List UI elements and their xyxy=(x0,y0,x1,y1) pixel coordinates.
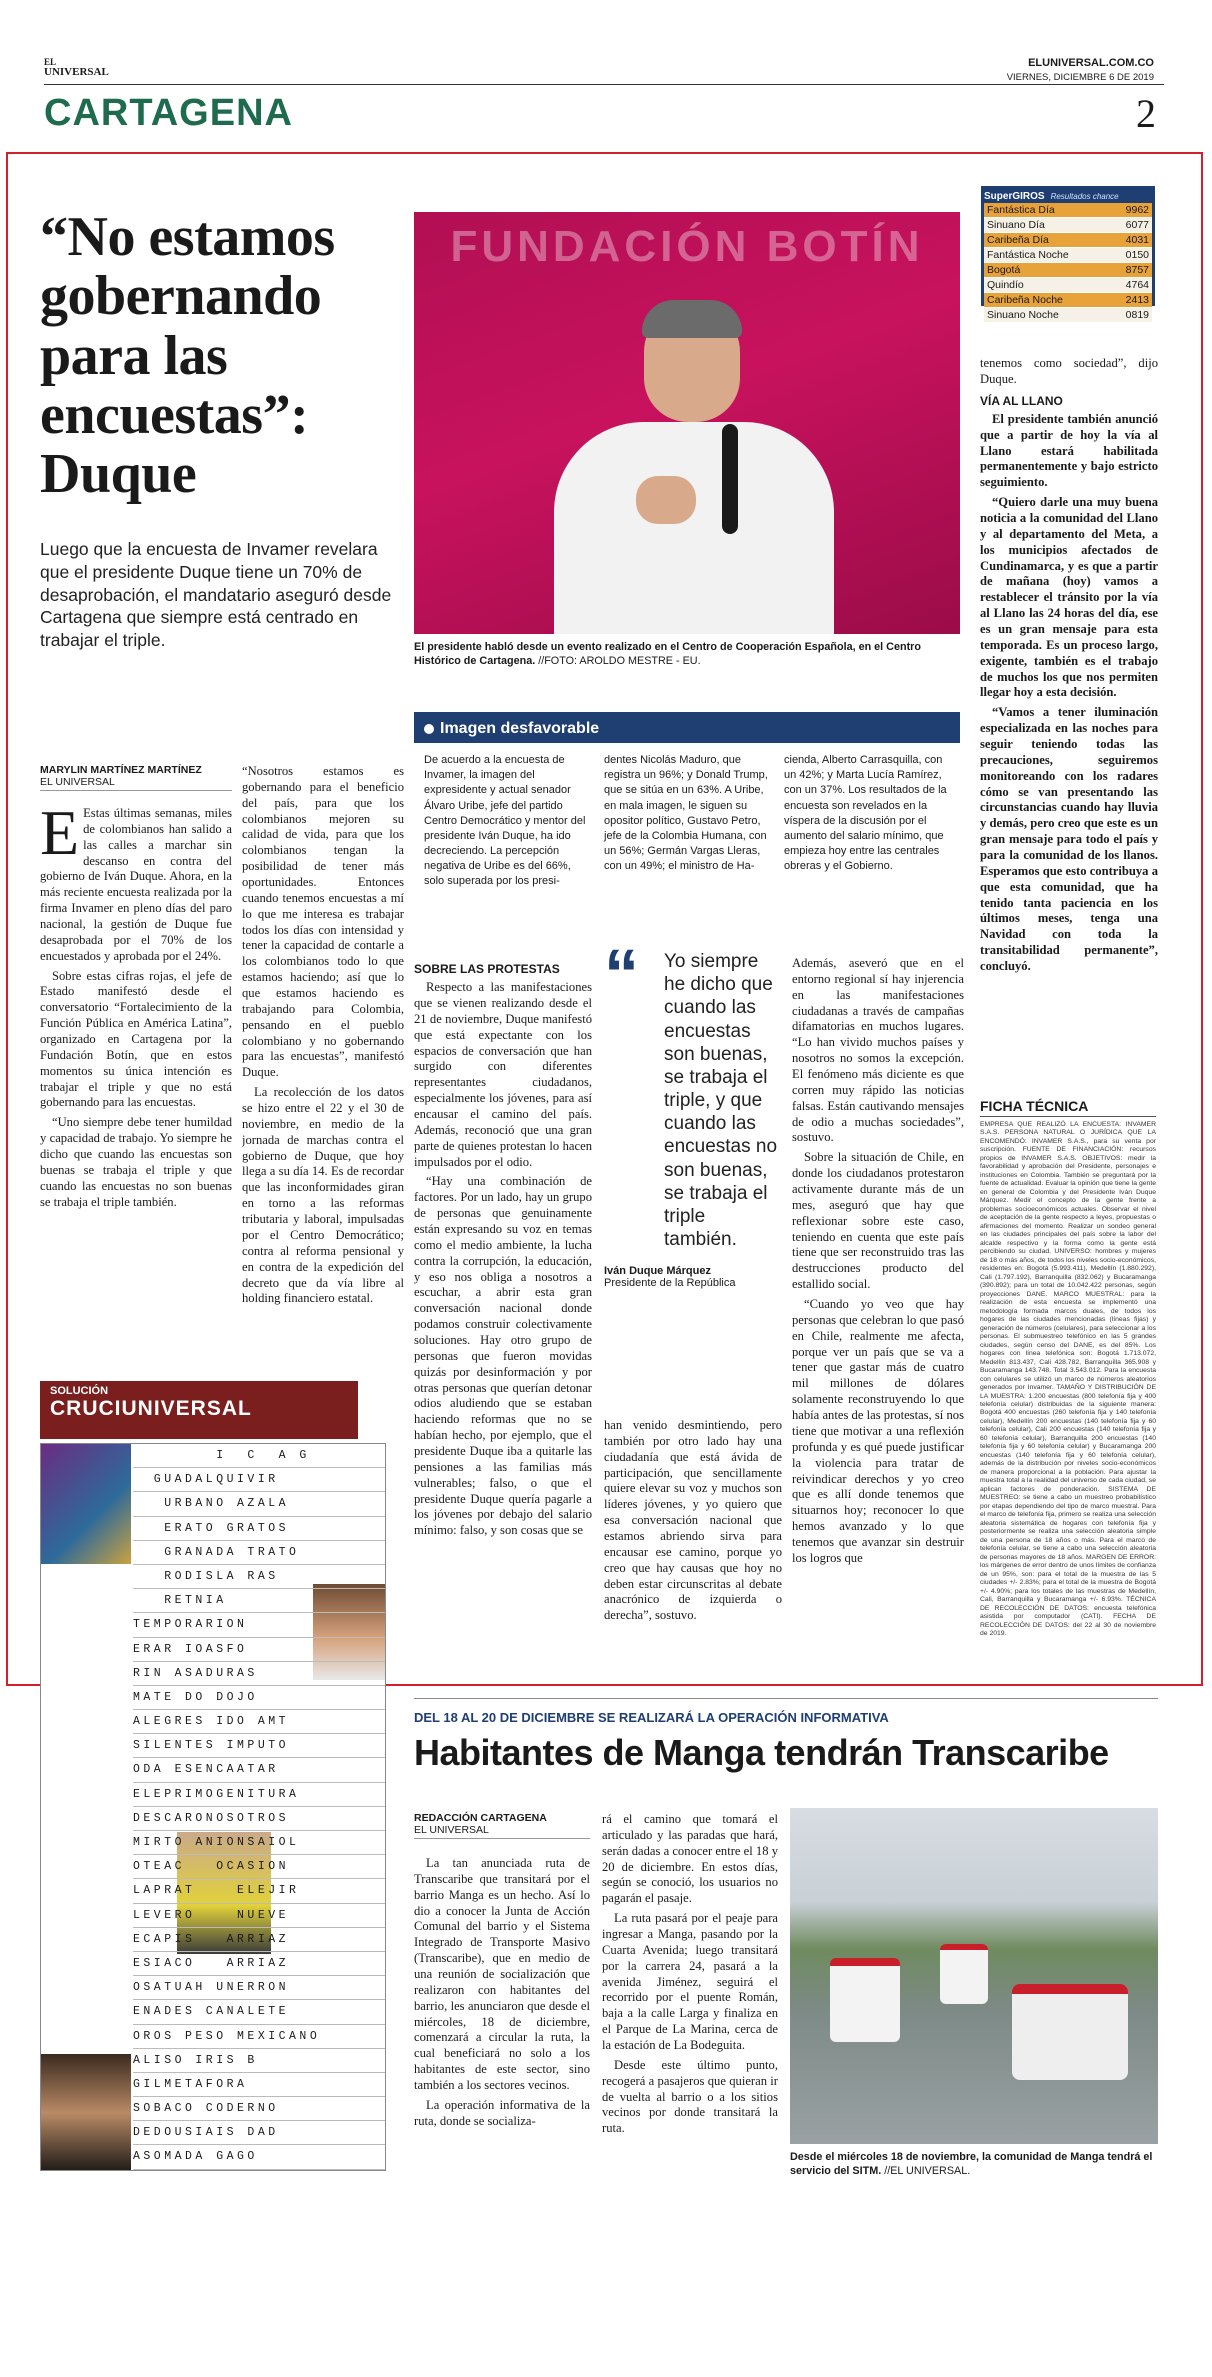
logo-line1: EL xyxy=(44,57,57,67)
crossword-row: RODISLA RAS xyxy=(133,1565,386,1589)
main-col-6 xyxy=(980,356,1158,1082)
newspaper-logo xyxy=(44,58,109,78)
lottery-name: Fantástica Noche xyxy=(984,248,1112,263)
section-title: CARTAGENA xyxy=(44,92,293,134)
main-col-3 xyxy=(414,956,592,1666)
lottery-number: 8757 xyxy=(1112,263,1152,278)
paragraph: Respecto a las manifestaciones que se vienen realizando desde el 21 de noviembre, Duque manifestó que está expectante con los espacios de conversación que han surgido con diferentes representantes ciudadanos, especialmente los jóvenes, para así encausar el camino del país. Además, reconoció que una gran parte de quienes protestan lo hacen impulsados por el odio. xyxy=(414,980,592,1169)
crossword-row: URBANO AZALA xyxy=(133,1492,386,1516)
supergiros-subtitle: Resultados chance xyxy=(1050,191,1119,201)
crossword-row: OTEAC OCASION xyxy=(133,1855,386,1879)
crossword-photo-shakespeare xyxy=(41,2054,131,2171)
paragraph xyxy=(40,806,232,965)
second-byline xyxy=(414,1812,590,1839)
byline-org: EL UNIVERSAL xyxy=(414,1824,489,1836)
crossword-row: GILMETAFORA xyxy=(133,2073,386,2097)
paragraph: El presidente también anunció que a partir de hoy la vía al Llano estará habilitada permanentemente y bajo estricto seguimiento. xyxy=(980,411,1158,490)
caption-text: El presidente habló desde un evento realizado en el Centro de Cooperación Española, en el Centro Histórico de Cartagena. xyxy=(414,641,921,668)
supergiros-box xyxy=(981,186,1155,321)
crossword-grid-area xyxy=(40,1443,386,2171)
paragraph: Desde este último punto, recogerá a pasajeros que quieran ir de vuelta al barrio o a los sitios vecinos por donde transitará la ruta. xyxy=(602,2057,778,2136)
lottery-name: Caribeña Noche xyxy=(984,293,1112,308)
crossword-rows xyxy=(133,1444,386,2170)
main-photo xyxy=(414,212,960,634)
lottery-name: Sinuano Día xyxy=(984,218,1112,233)
main-col-4 xyxy=(604,1418,782,1668)
byline-name: MARYLIN MARTÍNEZ MARTÍNEZ xyxy=(40,764,202,776)
lottery-number: 6077 xyxy=(1112,218,1152,233)
lottery-number: 0819 xyxy=(1112,308,1152,323)
crossword-row: GRANADA TRATO xyxy=(133,1541,386,1565)
crossword-row: ALEGRES IDO AMT xyxy=(133,1710,386,1734)
crossword-row: RIN ASADURAS xyxy=(133,1662,386,1686)
paragraph: Además, aseveró que en el entorno regional sí hay injerencia en las manifestaciones ciudadanas a través de campañas difamatorias en muchos lugares. “Lo han vivido muchos países y nosotros no somos la excepción. El fenómeno más diciente es que corren muy rápido las noticias falsas. Están cautivando mensajes de odio a muchas sociedades”, sostuvo. xyxy=(792,956,964,1145)
photo-backdrop-text: FUNDACIÓN BOTÍN xyxy=(450,222,924,271)
paragraph: La tan anunciada ruta de Transcaribe que transitará por el barrio Manga es un hecho. Así lo dio a conocer la Junta de Acción Comunal del barrio y el Sistema Integrado de Transporte Masivo (Transcaribe), que en medio de una reunión de socialización que realizaron con habitantes del barrio, les anunciaron que desde el miércoles, 18 de diciembre, comenzará a circular la ruta, la cual beneficiará no solo a los habitantes de este sector, sino también a los sectores vecinos. xyxy=(414,1856,590,2093)
paragraph: “Quiero darle una muy buena noticia a la comunidad del Llano y al departamento del Meta, a los municipios afectados de Cundinamarca, y es que a partir de mañana (hoy) vamos a restablecer el tránsito por la vía al Llano las 24 horas del día, ese es un gran mensaje para esta temporada. Es un proceso largo, exigente, también es el trabajo de muchos los que nos permiten llegar hoy a esta decisión. xyxy=(980,495,1158,700)
crossword-row: TEMPORARION xyxy=(133,1613,386,1637)
lottery-number: 4764 xyxy=(1112,278,1152,293)
paragraph: “Hay una combinación de factores. Por un lado, hay un grupo de personas que genuinamente están expresando su voz en temas como el medio ambiente, la lucha contra la corrupción, la educación, y eso nos obliga a nosotros a escuchar, a abrir esta gran conversación nacional donde podamos construir colectivamente soluciones. Hay otro grupo de personas que fueron movidas quizás por desinformación y por otras personas que querían detonar odios aludiendo que se estaban haciendo reformas que no se habían hecho, por ejemplo, que el presidente Duque iba a quitarle las pensiones a las familias más vulnerables; falso, o que el presidente Duque quería pagarle a los jóvenes por debajo del salario mínimo: falso, y son cosas que se xyxy=(414,1174,592,1538)
paragraph: “Cuando yo veo que hay personas que celebran lo que pasó en Chile, realmente me afecta, porque ver un país que se va a tener que gastar más de cuatro mil millones de dólares solamente reconstruyendo lo que había antes de las protestas, sí nos tiene que motivar a una reflexión profunda y es qué puede justificar la violencia para tratar de reivindicar derechos y yo creo que es allí donde tenemos que situarnos hoy; reconocer lo que hemos avanzado y lo que tenemos que avanzar sin destruir los logros que xyxy=(792,1297,964,1565)
table-row xyxy=(984,263,1152,278)
caption-credit: //FOTO: AROLDO MESTRE - EU. xyxy=(535,655,701,668)
second-col-1 xyxy=(414,1856,590,2196)
caption-credit: //EL UNIVERSAL. xyxy=(881,2165,971,2178)
main-headline: “No estamos gobernando para las encuestas”: Duque xyxy=(40,206,335,506)
info-box-header xyxy=(414,715,960,743)
logo-line2: UNIVERSAL xyxy=(44,66,109,78)
crossword-row: ERATO GRATOS xyxy=(133,1517,386,1541)
figure-hand xyxy=(636,476,696,524)
bus-icon xyxy=(830,1958,900,2042)
paragraph: han venido desmintiendo, pero también por otro lado hay una ciudadanía que está ávida de participación, que sencillamente quiere elevar su voz y muchos son líderes jóvenes, y yo quiero que esa conversación nacional que estamos abriendo sirva para encausar ese camino, porque yo creo que hay causas que hoy no deben estar circunscritas al debate anacrónico de izquierda o derecha”, sostuvo. xyxy=(604,1418,782,1623)
lottery-number: 0150 xyxy=(1112,248,1152,263)
bus-icon xyxy=(940,1944,988,2004)
crossword-row: ELEPRIMOGENITURA xyxy=(133,1783,386,1807)
second-kicker: DEL 18 AL 20 DE DICIEMBRE SE REALIZARÁ LA OPERACIÓN INFORMATIVA xyxy=(414,1710,889,1725)
paragraph: Sobre la situación de Chile, en donde los ciudadanos protestaron activamente durante más de un mes, aseguró que hay que reflexionar sobre este caso, teniendo en cuenta que este país tiene que ser reconstruido tras las destrucciones producto del estallido social. xyxy=(792,1150,964,1292)
main-lead: Luego que la encuesta de Invamer revelara que el presidente Duque tiene un 70% de desaprobación, el mandatario aseguró desde Cartagena que siempre está centrado en trabajar el triple. xyxy=(40,539,392,650)
quote-role: Presidente de la República xyxy=(604,1277,736,1290)
lottery-name: Fantástica Día xyxy=(984,203,1112,218)
paragraph: rá el camino que tomará el articulado y las paradas que hará, serán dadas a conocer entre el 18 y 20 de diciembre. En estos días, según se conoció, los usuarios no pagarán el pasaje. xyxy=(602,1812,778,1906)
figure-hair xyxy=(642,300,742,338)
paragraph: La ruta pasará por el peaje para ingresar a Manga, pasando por la Cuarta Avenida; luego transitará por la carrera 24, pasará a la avenida Jiménez, seguirá el recorrido por el puente Román, baja a la calle Larga y finaliza en el Parque de La Marina, cerca de la estación de La Bodeguita. xyxy=(602,1911,778,2053)
table-row xyxy=(984,293,1152,308)
transcaribe-photo xyxy=(790,1808,1158,2144)
crossword-row: ESIACO ARRIAZ xyxy=(133,1952,386,1976)
lottery-number: 2413 xyxy=(1112,293,1152,308)
crossword-photo-cyclists xyxy=(41,1444,131,1564)
crossword-row: GUADALQUIVIR xyxy=(133,1468,386,1492)
crossword-row: SILENTES IMPUTO xyxy=(133,1734,386,1758)
crossword-row: SOBACO CODERNO xyxy=(133,2097,386,2121)
crossword-row: ASOMADA GAGO xyxy=(133,2145,386,2169)
paragraph: “Vamos a tener iluminación especializada en las noches para seguir teniendo todas las precauciones, seguiremos monitoreando con los radares cómo se van presentando las circunstancias cuando hay lluvia y demás, pero creo que este es un gran mensaje para todo el país y para la comunidad de los llanos. Esperamos que esto contribuya a que esta comunidad, que ha tenido tanta paciencia en los últimos meses, tenga una Navidad con toda la transitabilidad permanente”, concluyó. xyxy=(980,705,1158,974)
crossword-row: MIRTO ANIONSAIOL xyxy=(133,1831,386,1855)
info-box-title: Imagen desfavorable xyxy=(440,720,600,737)
crossword-row: LEVERO NUEVE xyxy=(133,1904,386,1928)
crossword-row: LAPRAT ELEJIR xyxy=(133,1879,386,1903)
supergiros-header xyxy=(984,189,1152,203)
byline-name: REDACCIÓN CARTAGENA xyxy=(414,1812,547,1824)
crossword-row: ODA ESENCAATAR xyxy=(133,1758,386,1782)
drop-cap: E xyxy=(40,806,80,868)
pull-quote xyxy=(604,935,782,1290)
table-row xyxy=(984,203,1152,218)
ficha-text: EMPRESA QUE REALIZÓ LA ENCUESTA: INVAMER S.A.S. PERSONA NATURAL O JURÍDICA QUE LA ENCOMENDÓ: INVAMER S.A.S., para su venta por suscripción. FUENTE DE FINANCIACIÓN: recursos propios de INVAMER S.A.S. OBJETIVOS: medir la favorabilidad y aprobación del Presidente, personajes e instituciones en Colombia. También se preguntará por la fuente de actualidad. Evaluar la opinión que tiene la gente en general de Colombia y del Presidente Iván Duque Márquez. Medir el concepto de la gente frente a problemas socioeconómicos actuales. Observar el nivel de aceptación de la gente respecto a leyes, propuestas o afirmaciones del momento. Realizar un sondeo general en las ciudades principales del país sobre la labor del alcalde respectivo y la forma como la gente está percibiendo su ciudad. UNIVERSO: hombres y mujeres de 18 o más años, de todos los niveles socio-económicos, residentes en: Bogotá (5.993.411), Medellín (1.880.292), Cali (1.797.192), Barranquilla (832.062) y Bucaramanga (390.892); para un total de 10.042.422 personas, según proyecciones DANE. MARCO MUESTRAL: para la realización de esta encuesta se implementó una metodología formada marcos duales, de todos los hogares de las ciudades mencionadas (líneas fijas) y generación de números (celulares), para seleccionar a los personas. El submuestreo telefónico en las 5 grandes ciudades, según censo del DANE, es del 85%. Los hogares con línea telefónica son: Bogotá 1.713.072, Medellín 813.437, Cali 428.782, Barranquilla 365.908 y Bucaramanga 143.748. Total 3.543.012. Para la encuesta con celulares se utilizó un marco de números aleatorios generados por Invamer. TAMAÑO Y DISTRIBUCIÓN DE LA MUESTRA: 1.200 encuestas (800 telefonía fija y 400 telefonía celular) distribuidas de la siguiente manera: Bogotá 400 encuestas (260 telefonía fija y 140 telefonía celular), Medellín 200 encuestas (140 telefonía fija y 60 telefonía celular), Cali 200 encuestas (140 telefonía fija y 60 telefonía celular), Barranquilla 200 encuestas (140 telefonía fija y 60 telefonía celular) y Bucaramanga 200 encuestas (140 telefonía fija y 60 telefonía celular), además de la distribución por niveles socio-económicos de manera proporcional a la población. Para ajustar la muestra total a la realidad del universo de cada ciudad, se aplican factores de ponderación. SISTEMA DE MUESTREO: se tiene a cabo un muestreo probabilístico por etapas dependiendo del tipo de marco muestral. Para el marco de telefonía fija, primero se realiza una selección aleatoria sistemática de hogares con telefonía fija y posteriormente se realiza una selección aleatoria simple de una persona de 18 años o más. Para el marco de telefonía celular, se tiene a cabo una selección aleatoria de personas mayores de 18 años. MARGEN DE ERROR: los márgenes de error dentro de unos límites de confianza de un 95%, son: para el total de la muestra de las 5 ciudades +/- 2.83%; para el total de la muestra de Bogotá +/- 4.90%; para los totales de las muestras de Medellín, Cali, Barranquilla y Bucaramanga +/- 6.93%. TÉCNICA DE RECOLECCIÓN DE DATOS: encuesta telefónica asistida por computador (CATI). FECHA DE RECOLECCIÓN DE DATOS: del 22 al 30 de noviembre de 2019. xyxy=(980,1121,1156,1638)
ficha-tecnica xyxy=(980,1098,1156,1658)
crossword-row: ERAR IOASFO xyxy=(133,1638,386,1662)
bus-icon xyxy=(1012,1984,1128,2080)
masthead-rule xyxy=(44,84,1164,85)
table-row xyxy=(984,233,1152,248)
subhead: VÍA AL LLANO xyxy=(980,393,1063,408)
crossword-row: ECAPIS ARRIAZ xyxy=(133,1928,386,1952)
duque-figure xyxy=(544,304,844,634)
crossword-row: ENADES CANALETE xyxy=(133,2000,386,2024)
paragraph-text: Estas últimas semanas, miles de colombianos han salido a las calles a marchar sin descanso en contra del gobierno de Iván Duque. Ahora, en la más reciente encuesta realizada por la firma Invamer en pleno días del paro nacional, la gestión de Duque fue desaprobada por el 70% de los encuestados y aprobada por el 24%. xyxy=(40,806,232,963)
paragraph: tenemos como sociedad”, dijo Duque. xyxy=(980,356,1158,386)
info-box-body xyxy=(414,743,960,890)
paragraph: La operación informativa de la ruta, donde se socializa- xyxy=(414,2097,590,2128)
lottery-name: Sinuano Noche xyxy=(984,308,1112,323)
table-row xyxy=(984,248,1152,263)
transcaribe-caption xyxy=(790,2150,1158,2178)
microphone-icon xyxy=(722,424,738,534)
quote-text: Yo siempre he dicho que cuando las encuestas son buenas, se trabaja el triple, y que cuando las encuestas no son buenas, se trabaja el triple también. xyxy=(664,951,778,1251)
crossword-label: SOLUCIÓN xyxy=(50,1385,109,1397)
crossword-row: OSATUAH UNERRON xyxy=(133,1976,386,2000)
lottery-number: 4031 xyxy=(1112,233,1152,248)
paragraph: “Nosotros estamos es gobernando para el beneficio del país, para que los colombianos mejoren su calidad de vida, para que los colombianos tengan la posibilidad de tener más oportunidades. Entonces cuando tenemos encuestas a mí lo que me interesa es trabajar todos los días con intensidad y tener la capacidad de contarle a los colombianos todo lo que estamos haciendo; así que lo que estamos haciendo es trabajando para Colombia, pensando en el pueblo colombiano y no gobernando para las encuestas”, manifestó Duque. xyxy=(242,764,404,1080)
table-row xyxy=(984,218,1152,233)
page-number: 2 xyxy=(1136,91,1156,136)
quote-mark-icon: “ xyxy=(604,935,639,1013)
paragraph: “Uno siempre debe tener humildad y capacidad de trabajo. Yo siempre he dicho que cuando las encuestas son buenas se trabaja el triple y que cuando las encuestas no son buenas se trabaja el triple también. xyxy=(40,1115,232,1209)
lottery-name: Caribeña Día xyxy=(984,233,1112,248)
second-col-2 xyxy=(602,1812,778,2196)
second-headline: Habitantes de Manga tendrán Transcaribe xyxy=(414,1732,1109,1773)
info-box-col: De acuerdo a la encuesta de Invamer, la imagen del expresidente y actual senador Álvaro Uribe, jefe del partido Centro Democrático y mentor del presidente Iván Duque, ha ido decreciendo. La percepción negativa de Uribe es del 66%, solo superada por los presi- xyxy=(424,754,586,888)
subhead: SOBRE LAS PROTESTAS xyxy=(414,962,560,976)
lottery-name: Quindío xyxy=(984,278,1112,293)
crossword-row: MATE DO DOJO xyxy=(133,1686,386,1710)
masthead xyxy=(44,52,1164,152)
main-col-5 xyxy=(792,956,964,1668)
bullet-icon xyxy=(424,724,434,734)
table-row xyxy=(984,278,1152,293)
info-box xyxy=(414,712,960,932)
byline-org: EL UNIVERSAL xyxy=(40,776,115,788)
crossword-title: CRUCIUNIVERSAL xyxy=(50,1397,252,1420)
info-box-col: cienda, Alberto Carrasquilla, con un 42%; y Marta Lucía Ramírez, con un 37%. Los resultados de la encuesta son revelados en la víspera de la discusión por el aumento del salario mínimo, que empieza hoy entre las centrales obreras y el Gobierno. xyxy=(784,754,947,873)
crossword-row: OROS PESO MEXICANO xyxy=(133,2025,386,2049)
paragraph: Sobre estas cifras rojas, el jefe de Estado manifestó desde el conversatorio “Fortalecimiento de la Función Pública en América Latina”, organizado en Cartagena por la Fundación Botín, que en estos momentos su única intención es trabajar el triple y que no está gobernando para las encuestas. xyxy=(40,968,232,1110)
crossword-header xyxy=(40,1381,358,1439)
lottery-name: Bogotá xyxy=(984,263,1112,278)
table-row xyxy=(984,308,1152,323)
crossword-row: DESCARONOSOTROS xyxy=(133,1807,386,1831)
caption-text: Desde el miércoles 18 de noviembre, la comunidad de Manga tendrá el servicio del SITM. xyxy=(790,2151,1153,2178)
main-byline xyxy=(40,764,232,791)
crossword-row: DEDOUSIAIS DAD xyxy=(133,2121,386,2145)
lottery-number: 9962 xyxy=(1112,203,1152,218)
second-story-rule xyxy=(414,1698,1158,1699)
crossword-row: ALISO IRIS B xyxy=(133,2049,386,2073)
site-url: ELUNIVERSAL.COM.CO xyxy=(1028,57,1154,69)
crossword-row: I C A G xyxy=(133,1444,386,1468)
issue-date: VIERNES, DICIEMBRE 6 DE 2019 xyxy=(1006,72,1154,83)
paragraph: La recolección de los datos se hizo entre el 22 y el 30 de noviembre, en medio de la jornada de marchas contra el gobierno de Duque, que hoy llega a su día 14. Es de recordar que las inconformidades giran en torno a las reformas tributaria y laboral, impulsadas por el Centro Democrático; contra al reforma pensional y en contra de la expedición del decreto que da vía libre al holding financiero estatal. xyxy=(242,1085,404,1306)
figure-shirt xyxy=(554,422,834,634)
crossword-row: RETNIA xyxy=(133,1589,386,1613)
quote-name: Iván Duque Márquez xyxy=(604,1265,711,1278)
main-col-1 xyxy=(40,806,232,1306)
supergiros-title: SuperGIROS xyxy=(984,190,1045,202)
ficha-title: FICHA TÉCNICA xyxy=(980,1098,1156,1117)
info-box-col: dentes Nicolás Maduro, que registra un 96%; y Donald Trump, que se sitúa en un 63%. A Uribe, en mala imagen, le siguen su opositor político, Gustavo Petro, jefe de la Colombia Humana, con un 56%; Germán Vargas Lleras, con un 49%; el ministro de Ha- xyxy=(604,754,768,873)
main-photo-caption xyxy=(414,640,960,668)
main-col-2 xyxy=(242,764,404,1308)
supergiros-table xyxy=(984,203,1152,323)
